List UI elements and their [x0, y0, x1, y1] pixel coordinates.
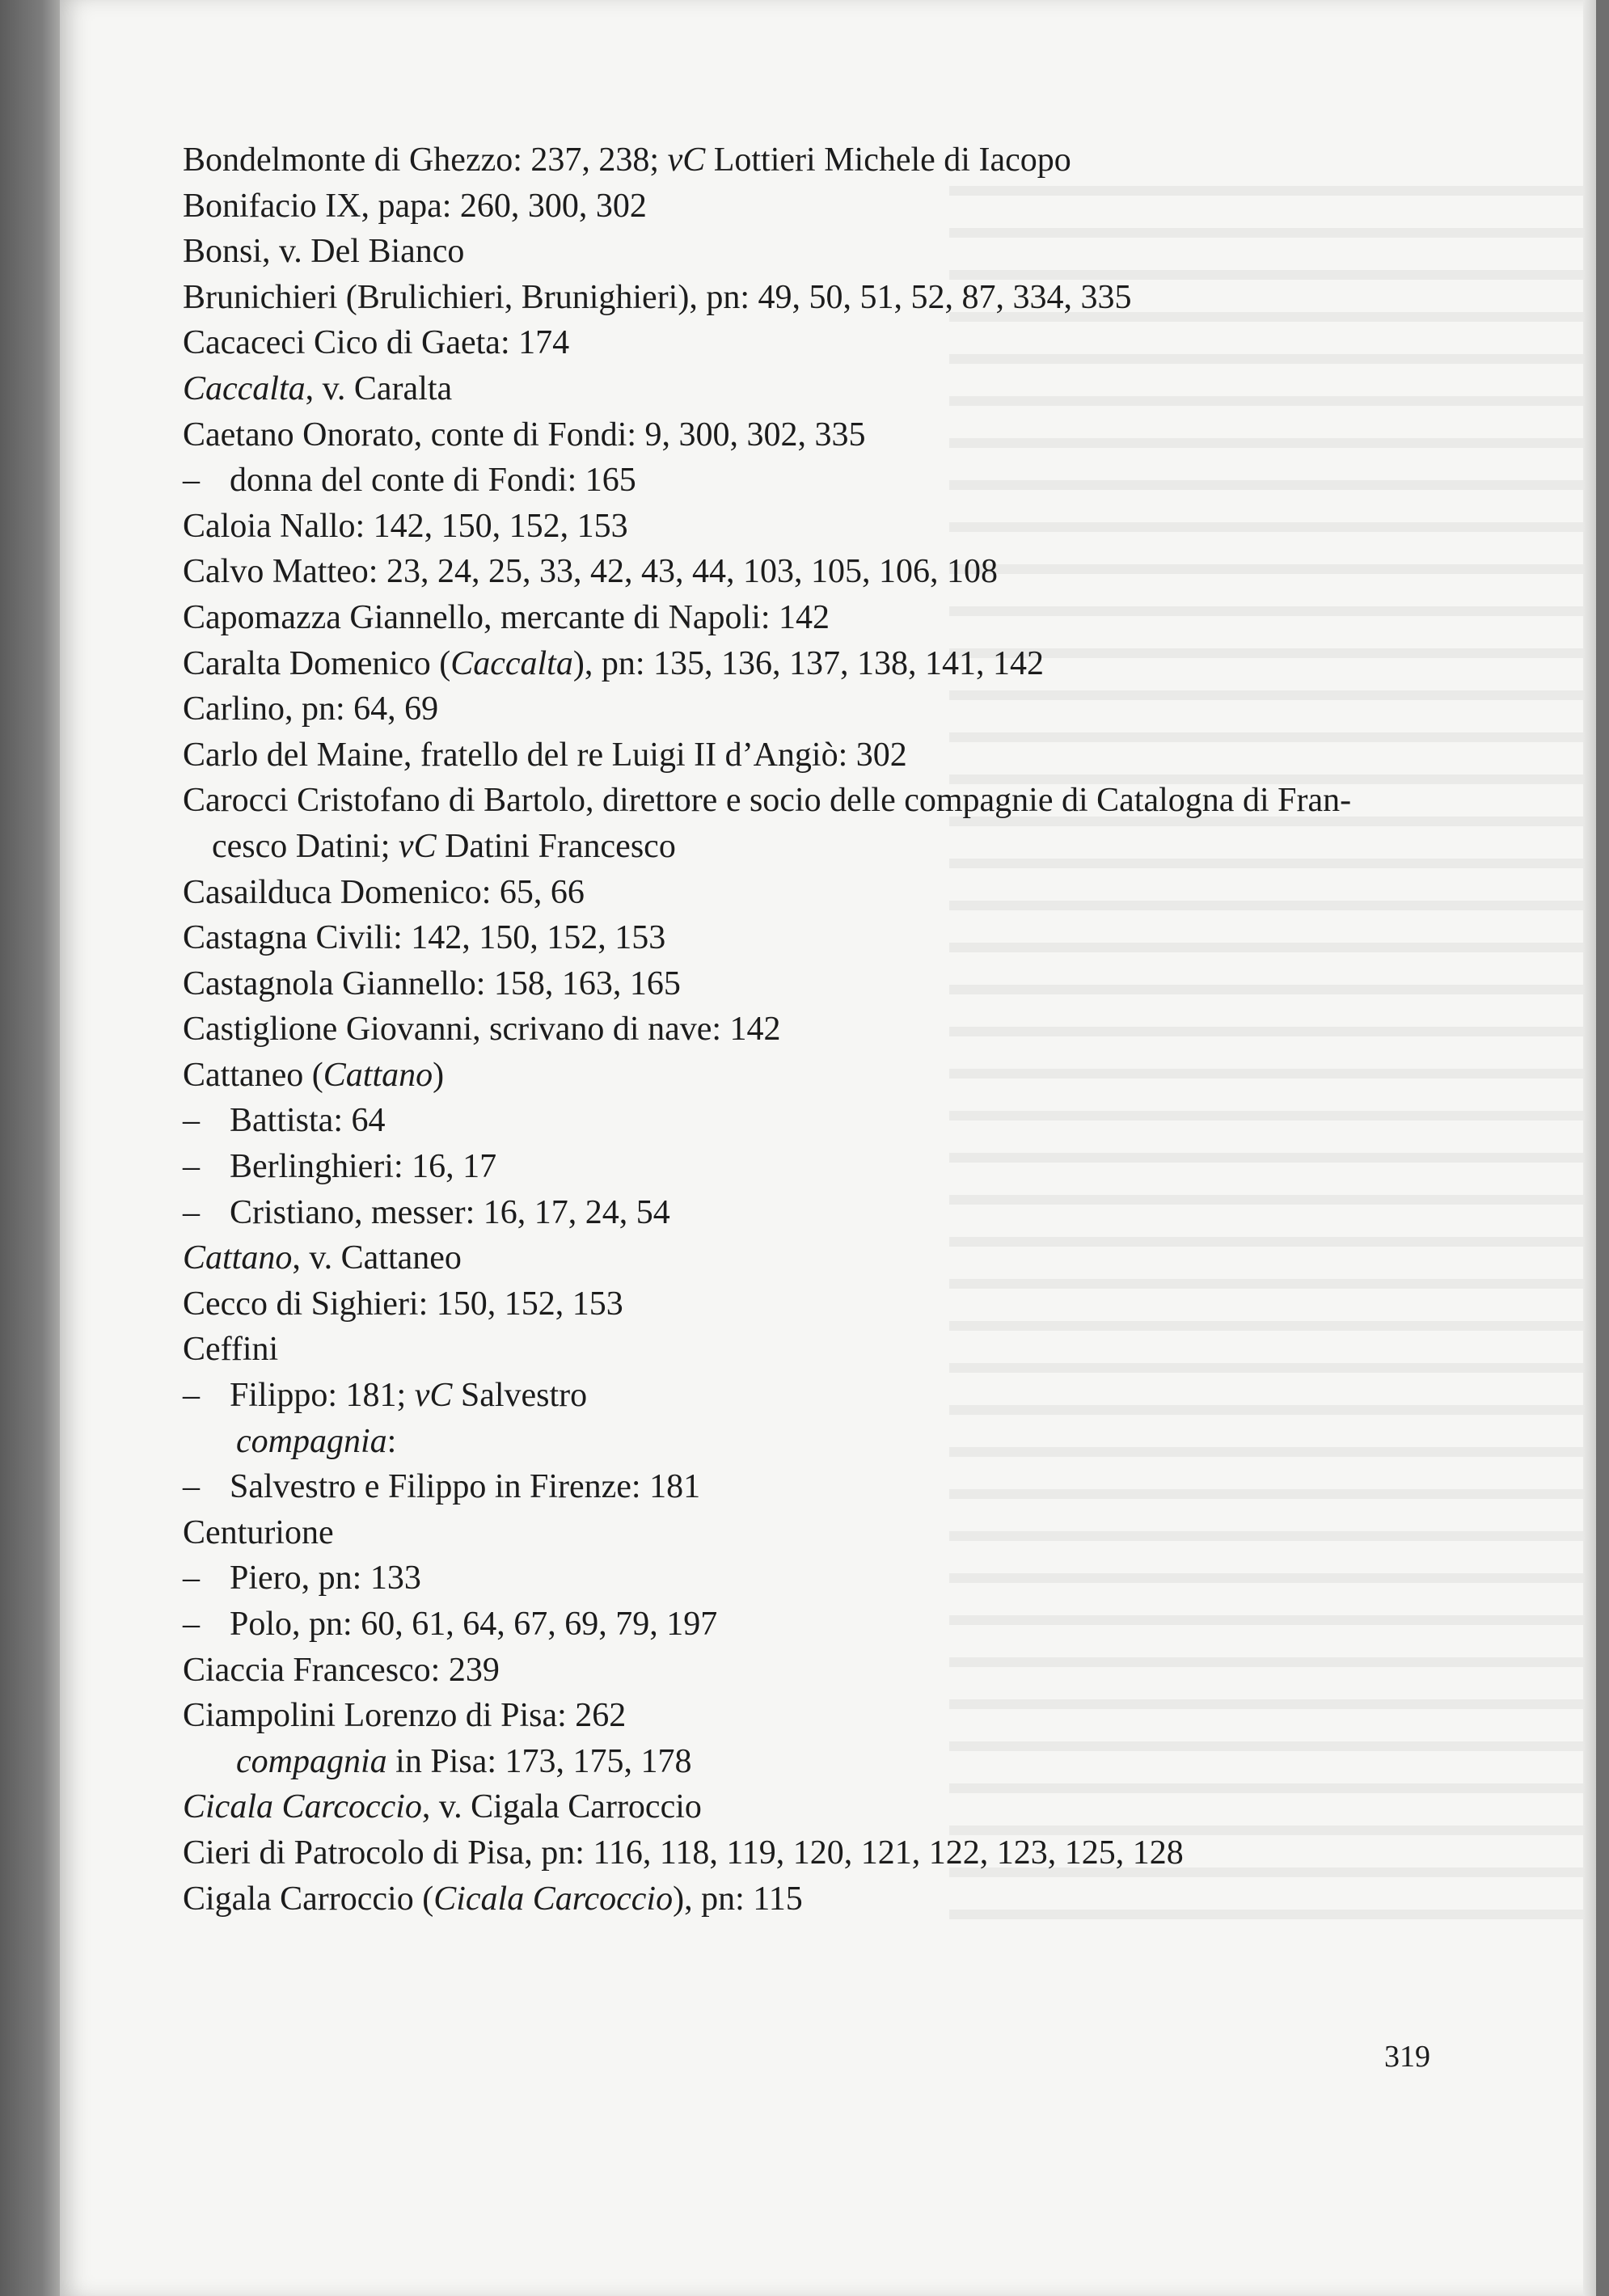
entry-tail: Salvestro: [452, 1377, 588, 1415]
entry-text: Centurione: [183, 1513, 334, 1551]
entry-text: Cieri di Patrocolo di Pisa, pn: 116, 118, 119, 120, 121, 122, 123, 125, 128: [183, 1834, 1184, 1872]
index-entry: [183, 412, 1444, 458]
entry-text: Calvo Matteo: 23, 24, 25, 33, 42, 43, 44, 103, 105, 106, 108: [183, 553, 998, 591]
entry-text: Ciaccia Francesco: 239: [183, 1651, 500, 1689]
entry-dash: –: [183, 462, 200, 500]
entry-text: Castiglione Giovanni, scrivano di nave: 142: [183, 1011, 781, 1049]
index-entry: [183, 1648, 1444, 1694]
index-entry: [183, 184, 1444, 230]
entry-italic-lead: compagnia: [236, 1742, 387, 1780]
index-entry: [183, 1876, 1444, 1922]
page-number: 319: [1384, 2040, 1430, 2074]
index-entry: [183, 1053, 1444, 1099]
entry-italic-lead: Caccalta: [183, 369, 306, 407]
entry-text: Bonsi, v. Del Bianco: [183, 233, 465, 271]
index-entry: [183, 1281, 1444, 1327]
entry-text: Caetano Onorato, conte di Fondi: 9, 300, 302, 335: [183, 416, 866, 454]
index-entry: [183, 549, 1444, 595]
entry-text: Castagna Civili: 142, 150, 152, 153: [183, 919, 666, 957]
entry-italic: Cattano: [323, 1056, 433, 1094]
index-entry: [183, 1007, 1444, 1053]
entry-text: Ceffini: [183, 1331, 279, 1369]
entry-text: Carocci Cristofano di Bartolo, direttore e socio delle compagnie di Catalogna di Fran-: [183, 782, 1352, 820]
index-entry: [183, 870, 1444, 916]
entry-text: Brunichieri (Brulichieri, Brunighieri), pn: 49, 50, 51, 52, 87, 334, 335: [183, 278, 1132, 316]
index-entry: [183, 1784, 1444, 1830]
index-subentry: [183, 458, 1444, 504]
entry-text: Cattaneo (: [183, 1056, 323, 1094]
entry-text: in Pisa: 173, 175, 178: [386, 1742, 692, 1780]
entry-dash: –: [183, 1468, 200, 1506]
index-subentry: [183, 1555, 1444, 1602]
entry-text: Carlo del Maine, fratello del re Luigi II d’Angiò: 302: [183, 736, 907, 774]
entry-text: :: [386, 1422, 397, 1460]
index-subentry: [183, 1602, 1444, 1648]
index-entry: [183, 641, 1444, 687]
entry-tail: Datini Francesco: [436, 827, 676, 865]
entry-text: Cecco di Sighieri: 150, 152, 153: [183, 1285, 623, 1323]
index-subentry: [183, 1190, 1444, 1236]
entry-dash: –: [183, 1148, 200, 1186]
index-entry: [183, 824, 1444, 870]
entry-text: Bondelmonte di Ghezzo: 237, 238;: [183, 141, 668, 179]
entry-dash: –: [183, 1102, 200, 1140]
entry-tail: ), pn: 135, 136, 137, 138, 141, 142: [572, 644, 1044, 682]
entry-tail: ), pn: 115: [673, 1880, 803, 1918]
index-entry: [183, 686, 1444, 732]
entry-tail: Lottieri Michele di Iacopo: [705, 141, 1071, 179]
entry-text: cesco Datini;: [212, 827, 399, 865]
entry-dash: –: [183, 1560, 200, 1597]
entry-text: , v. Caralta: [305, 369, 453, 407]
index-subentry: [183, 1098, 1444, 1144]
index-subentry: [183, 1464, 1444, 1510]
index-entry: [183, 915, 1444, 961]
entry-dash: –: [183, 1377, 200, 1415]
index-entries: [183, 137, 1444, 1922]
index-entry: [183, 595, 1444, 641]
entry-text: Caralta Domenico (: [183, 644, 451, 682]
book-gutter: [0, 0, 60, 2296]
entry-text: Berlinghieri: 16, 17: [230, 1148, 497, 1186]
entry-text: , v. Cattaneo: [292, 1239, 462, 1277]
index-entry: [183, 1739, 1444, 1785]
entry-text: Caloia Nallo: 142, 150, 152, 153: [183, 507, 628, 545]
entry-italic: vC: [398, 827, 437, 865]
entry-italic: vC: [414, 1377, 453, 1415]
entry-text: Piero, pn: 133: [230, 1560, 421, 1597]
entry-text: Salvestro e Filippo in Firenze: 181: [230, 1468, 701, 1506]
index-entry: [183, 320, 1444, 366]
index-entry: [183, 1235, 1444, 1281]
index-entry: [183, 1693, 1444, 1739]
entry-italic: Cicala Carcoccio: [433, 1880, 674, 1918]
index-entry: [183, 732, 1444, 779]
entry-italic-lead: compagnia: [236, 1422, 387, 1460]
index-subentry: [183, 1373, 1444, 1419]
entry-text: Filippo: 181;: [230, 1377, 415, 1415]
entry-text: Polo, pn: 60, 61, 64, 67, 69, 79, 197: [230, 1606, 718, 1643]
entry-italic-lead: Cicala Carcoccio: [183, 1788, 422, 1826]
entry-text: Ciampolini Lorenzo di Pisa: 262: [183, 1697, 627, 1735]
index-entry: [183, 1510, 1444, 1556]
index-entry: [183, 961, 1444, 1007]
entry-text: Cigala Carroccio (: [183, 1880, 434, 1918]
entry-text: Bonifacio IX, papa: 260, 300, 302: [183, 187, 647, 225]
entry-dash: –: [183, 1606, 200, 1643]
entry-text: donna del conte di Fondi: 165: [230, 462, 636, 500]
index-entry: [183, 1830, 1444, 1876]
entry-text: Carlino, pn: 64, 69: [183, 690, 439, 728]
index-entry: [183, 137, 1444, 184]
entry-text: Casailduca Domenico: 65, 66: [183, 873, 585, 911]
entry-dash: –: [183, 1193, 200, 1231]
index-entry: [183, 229, 1444, 275]
entry-tail: ): [433, 1056, 445, 1094]
entry-italic-lead: Cattano: [183, 1239, 293, 1277]
entry-text: Battista: 64: [230, 1102, 386, 1140]
index-entry: [183, 1327, 1444, 1373]
entry-text: Capomazza Giannello, mercante di Napoli: 142: [183, 598, 830, 636]
index-entry: [183, 275, 1444, 321]
entry-italic: Caccalta: [450, 644, 573, 682]
index-entry: [183, 1419, 1444, 1465]
entry-text: Castagnola Giannello: 158, 163, 165: [183, 964, 681, 1002]
entry-italic: vC: [667, 141, 706, 179]
index-entry: [183, 366, 1444, 412]
entry-text: Cristiano, messer: 16, 17, 24, 54: [230, 1193, 670, 1231]
page-edge: [1583, 0, 1596, 2296]
index-subentry: [183, 1144, 1444, 1190]
entry-text: Cacaceci Cico di Gaeta: 174: [183, 324, 570, 362]
index-entry: [183, 778, 1444, 824]
index-entry: [183, 504, 1444, 550]
entry-text: , v. Cigala Carroccio: [421, 1788, 702, 1826]
